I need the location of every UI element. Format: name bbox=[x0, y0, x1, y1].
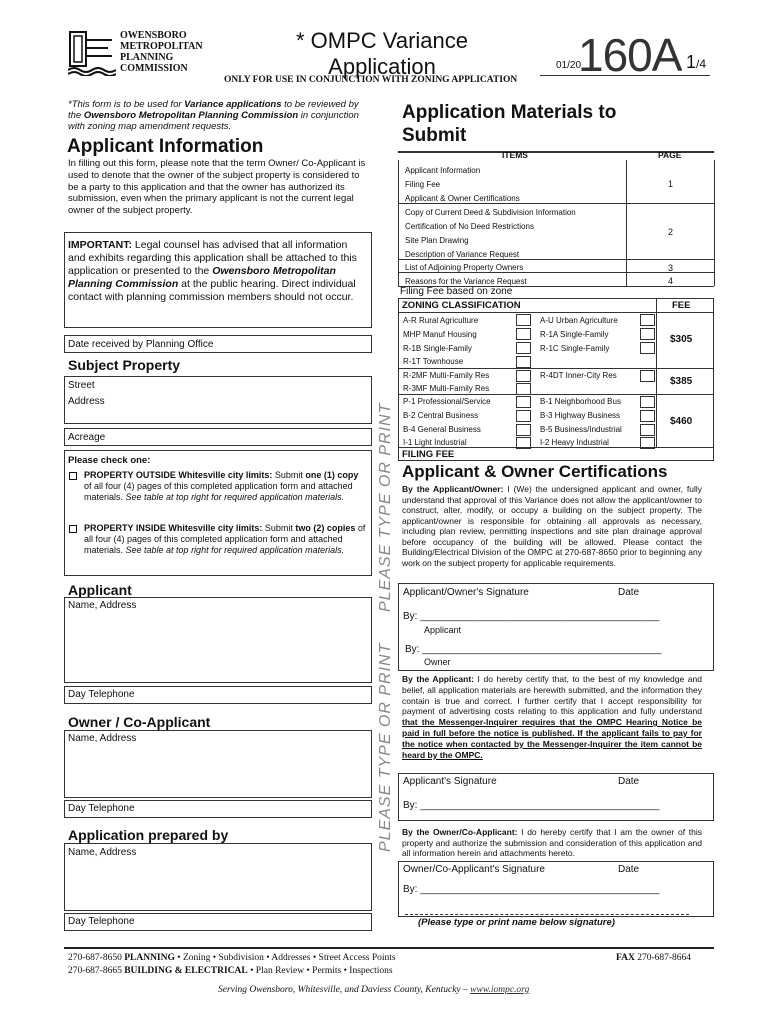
item-filing-fee: Filing Fee bbox=[405, 180, 441, 189]
zone-ar-checkbox[interactable] bbox=[516, 314, 531, 326]
fee-table-header-rule bbox=[398, 312, 714, 313]
owner-name-address-label: Name, Address bbox=[68, 733, 137, 744]
fee-460: $460 bbox=[670, 416, 693, 427]
materials-row-rule bbox=[398, 259, 714, 260]
zone-i1: I-1 Light Industrial bbox=[403, 438, 467, 447]
form-date: 01/20 bbox=[556, 60, 582, 71]
zone-r1a-checkbox[interactable] bbox=[640, 328, 655, 340]
zone-r1c: R-1C Single-Family bbox=[540, 344, 610, 353]
zone-ar: A-R Rural Agriculture bbox=[403, 316, 479, 325]
applicant-info-paragraph: In filling out this form, please note that the term Owner/ Co-Applicant is used to denote that the owner of the subject property is considered to be a party to this application and that the owner has authorized its submission, even when the primary applicant is not the current legal owner of the subject property. bbox=[68, 158, 366, 217]
zone-r3mf: R-3MF Multi-Family Res bbox=[403, 384, 490, 393]
applicant-owner-date-label: Date bbox=[618, 587, 640, 598]
location-check-box bbox=[64, 450, 372, 576]
page-indicator: 1/4 bbox=[686, 52, 707, 72]
owner-telephone-label: Day Telephone bbox=[68, 803, 135, 814]
filing-fee-label: FILING FEE bbox=[402, 449, 455, 460]
page-4-ref: 4 bbox=[668, 276, 674, 286]
form-subtitle: ONLY FOR USE IN CONJUNCTION WITH ZONING APPLICATION bbox=[224, 75, 518, 85]
zone-b3: B-3 Highway Business bbox=[540, 411, 621, 420]
certifications-heading: Applicant & Owner Certifications bbox=[402, 462, 668, 481]
date-received-label: Date received by Planning Office bbox=[68, 339, 214, 350]
footer-building-line: 270-687-8665 BUILDING & ELECTRICAL • Plan Review • Permits • Inspections bbox=[68, 966, 393, 976]
fee-header: FEE bbox=[672, 300, 691, 311]
owner-heading: Owner / Co-Applicant bbox=[68, 714, 211, 730]
materials-right-edge bbox=[714, 160, 715, 286]
inside-city-checkbox[interactable] bbox=[69, 525, 77, 533]
prepared-by-heading: Application prepared by bbox=[68, 827, 229, 843]
outside-city-checkbox[interactable] bbox=[69, 472, 77, 480]
fee-385: $385 bbox=[670, 376, 693, 387]
applicant-info-heading: Applicant Information bbox=[67, 136, 264, 157]
materials-heading: Application Materials to Submit bbox=[402, 102, 617, 146]
website-link[interactable]: www.iompc.org bbox=[470, 985, 530, 995]
zone-b2-checkbox[interactable] bbox=[516, 410, 531, 422]
subject-property-heading: Subject Property bbox=[68, 357, 181, 373]
acreage-label: Acreage bbox=[68, 432, 106, 443]
address-label: Address bbox=[68, 396, 105, 407]
zone-r1b-checkbox[interactable] bbox=[516, 342, 531, 354]
footer-planning-line: 270-687-8650 PLANNING • Zoning • Subdivision • Addresses • Street Access Points bbox=[68, 953, 396, 963]
item-certifications: Applicant & Owner Certifications bbox=[405, 194, 520, 203]
form-number: 160A bbox=[578, 29, 682, 81]
item-applicant-information: Applicant Information bbox=[405, 166, 481, 175]
applicant-owner-signature-label: Applicant/Owner's Signature bbox=[403, 587, 529, 598]
item-no-restrictions: Certification of No Deed Restrictions bbox=[405, 222, 534, 231]
zone-p1-checkbox[interactable] bbox=[516, 396, 531, 408]
fee-group-rule bbox=[398, 368, 714, 369]
applicant-date-label: Date bbox=[618, 776, 640, 787]
fee-group-rule bbox=[398, 394, 714, 395]
materials-left-edge bbox=[398, 160, 399, 286]
zone-r2mf-checkbox[interactable] bbox=[516, 370, 531, 382]
zone-au: A-U Urban Agriculture bbox=[540, 316, 618, 325]
item-reasons: Reasons for the Variance Request bbox=[405, 277, 527, 286]
footer-rule bbox=[64, 947, 714, 949]
applicant-signature-label: Applicant's Signature bbox=[403, 776, 497, 787]
zone-b1: B-1 Neighborhood Bus bbox=[540, 397, 621, 406]
page-header: PAGE bbox=[658, 150, 682, 160]
zone-r1t: R-1T Townhouse bbox=[403, 357, 464, 366]
acreage-field[interactable] bbox=[64, 428, 372, 446]
zone-i2: I-2 Heavy Industrial bbox=[540, 438, 609, 447]
ompc-logo bbox=[68, 30, 116, 76]
applicant-caption: Applicant bbox=[424, 625, 462, 635]
zone-r1b: R-1B Single-Family bbox=[403, 344, 472, 353]
filing-fee-based-on: Filing Fee based on zone bbox=[400, 286, 513, 297]
applicant-signature-line[interactable]: By: ___________________________________________ bbox=[403, 611, 660, 622]
applicant-name-address-label: Name, Address bbox=[68, 600, 137, 611]
zone-r4dt-checkbox[interactable] bbox=[640, 370, 655, 382]
important-text: IMPORTANT: Legal counsel has advised that all information and exhibits regarding this application shall be attached to this application or presented to the Owensboro Metropolitan Planning Commission at the public hearing. Direct individual contact with planning commission members should not occur. bbox=[68, 239, 357, 303]
vertical-print-notice-upper: PLEASE TYPE OR PRINT bbox=[377, 402, 394, 612]
filing-fee-rule bbox=[398, 447, 714, 448]
zone-b1-checkbox[interactable] bbox=[640, 396, 655, 408]
applicant-by-line[interactable]: By: ___________________________________________ bbox=[403, 800, 660, 811]
street-address-field[interactable] bbox=[64, 376, 372, 424]
materials-row-rule bbox=[398, 203, 714, 204]
coapplicant-by-line[interactable]: By: ___________________________________________ bbox=[403, 884, 660, 895]
zone-r1c-checkbox[interactable] bbox=[640, 342, 655, 354]
zoning-classification-header: ZONING CLASSIFICATION bbox=[402, 300, 521, 311]
zone-b5: B-5 Business/Industrial bbox=[540, 425, 622, 434]
zone-p1: P-1 Professional/Service bbox=[403, 397, 491, 406]
check-heading: Please check one: bbox=[68, 455, 151, 466]
item-adjoining-owners: List of Adjoining Property Owners bbox=[405, 263, 524, 272]
intro-note: *This form is to be used for Variance applications to be reviewed by the Owensboro Metropolitan Planning Commission in conjunction with zoning map amendment requests. bbox=[68, 99, 359, 132]
zone-b2: B-2 Central Business bbox=[403, 411, 479, 420]
owner-signature-line[interactable]: By: ___________________________________________ bbox=[405, 644, 662, 655]
fee-col-divider bbox=[656, 298, 657, 447]
zone-r1a: R-1A Single-Family bbox=[540, 330, 609, 339]
zone-r4dt: R-4DT Inner-City Res bbox=[540, 371, 617, 380]
coapplicant-signature-label: Owner/Co-Applicant's Signature bbox=[403, 864, 545, 875]
owner-caption: Owner bbox=[424, 657, 451, 667]
materials-row-rule bbox=[398, 272, 714, 273]
org-name: OWENSBORO METROPOLITAN PLANNING COMMISSION bbox=[120, 30, 203, 74]
coapplicant-statement: By the Owner/Co-Applicant: I do hereby certify that I am the owner of this property and authorize the submission and consideration of this application and all information herein and attachments hereto. bbox=[402, 827, 702, 858]
page-2-ref: 2 bbox=[668, 227, 674, 237]
zone-r1t-checkbox[interactable] bbox=[516, 356, 531, 368]
zone-b4-checkbox[interactable] bbox=[516, 424, 531, 436]
prepared-by-name-address-label: Name, Address bbox=[68, 847, 137, 858]
street-label: Street bbox=[68, 380, 95, 391]
page-1-ref: 1 bbox=[668, 179, 674, 189]
item-site-plan: Site Plan Drawing bbox=[405, 236, 469, 245]
zone-b4: B-4 General Business bbox=[403, 425, 481, 434]
zone-b5-checkbox[interactable] bbox=[640, 424, 655, 436]
coapplicant-date-label: Date bbox=[618, 864, 640, 875]
zone-au-checkbox[interactable] bbox=[640, 314, 655, 326]
item-description: Description of Variance Request bbox=[405, 250, 520, 259]
inside-city-text: PROPERTY INSIDE Whitesville city limits: Submit two (2) copies of all four (4) pages of this completed application form and attached materials. See table at top right for required application materials. bbox=[84, 523, 366, 555]
zone-r2mf: R-2MF Multi-Family Res bbox=[403, 371, 490, 380]
print-name-rule bbox=[405, 914, 689, 915]
zone-mhp: MHP Manuf Housing bbox=[403, 330, 477, 339]
footer-fax: FAX 270-687-8664 bbox=[616, 953, 692, 963]
applicant-owner-statement: By the Applicant/Owner: I (We) the undersigned applicant and owner, fully understand that approval of this Variance does not allow the applicant/owner to construct, alter, modify, or occupy a building on the subject property. The applicant/owner is responsible for obtaining all approvals as necessary, including plan review, permitting inspections and site plan drainage approval before occupancy of the building will be allowed. Please contact the Building/Electrical Division of the OMPC at 270-687-8650 prior to beginning any work on the subject property for applicable requirements. bbox=[402, 484, 703, 568]
fee-305: $305 bbox=[670, 334, 693, 345]
zone-mhp-checkbox[interactable] bbox=[516, 328, 531, 340]
form-title: * OMPC Variance Application bbox=[296, 28, 468, 79]
zone-b3-checkbox[interactable] bbox=[640, 410, 655, 422]
item-deed: Copy of Current Deed & Subdivision Information bbox=[405, 208, 576, 217]
items-header: ITEMS bbox=[502, 150, 528, 160]
vertical-print-notice-lower: PLEASE TYPE OR PRINT bbox=[377, 642, 394, 852]
page-3-ref: 3 bbox=[668, 263, 674, 273]
prepared-by-telephone-label: Day Telephone bbox=[68, 916, 135, 927]
materials-col-divider bbox=[626, 160, 627, 286]
applicant-statement: By the Applicant: I do hereby certify that, to the best of my knowledge and belief, all application materials are herewith submitted, and the information they contain is true and correct. I further certify that I accept responsibility for payment of advertising costs relating to this application and fully understand that the Messenger-Inquirer requires that the OMPC Hearing Notice be paid in full before the notice is published. If the applicant fails to pay for the notice when contacted by the Messenger-Inquirer the item cannot be heard by the OMPC. bbox=[402, 674, 702, 760]
footer-serving: Serving Owensboro, Whitesville, and Daviess County, Kentucky – www.iompc.org bbox=[218, 985, 530, 995]
print-name-note: (Please type or print name below signature) bbox=[418, 917, 615, 928]
outside-city-text: PROPERTY OUTSIDE Whitesville city limits: Submit one (1) copy of all four (4) pages of this completed application form and attached materials. See table at top right for required application materials. bbox=[84, 470, 359, 502]
applicant-telephone-label: Day Telephone bbox=[68, 689, 135, 700]
applicant-heading: Applicant bbox=[68, 582, 132, 598]
header-rule bbox=[540, 75, 710, 76]
